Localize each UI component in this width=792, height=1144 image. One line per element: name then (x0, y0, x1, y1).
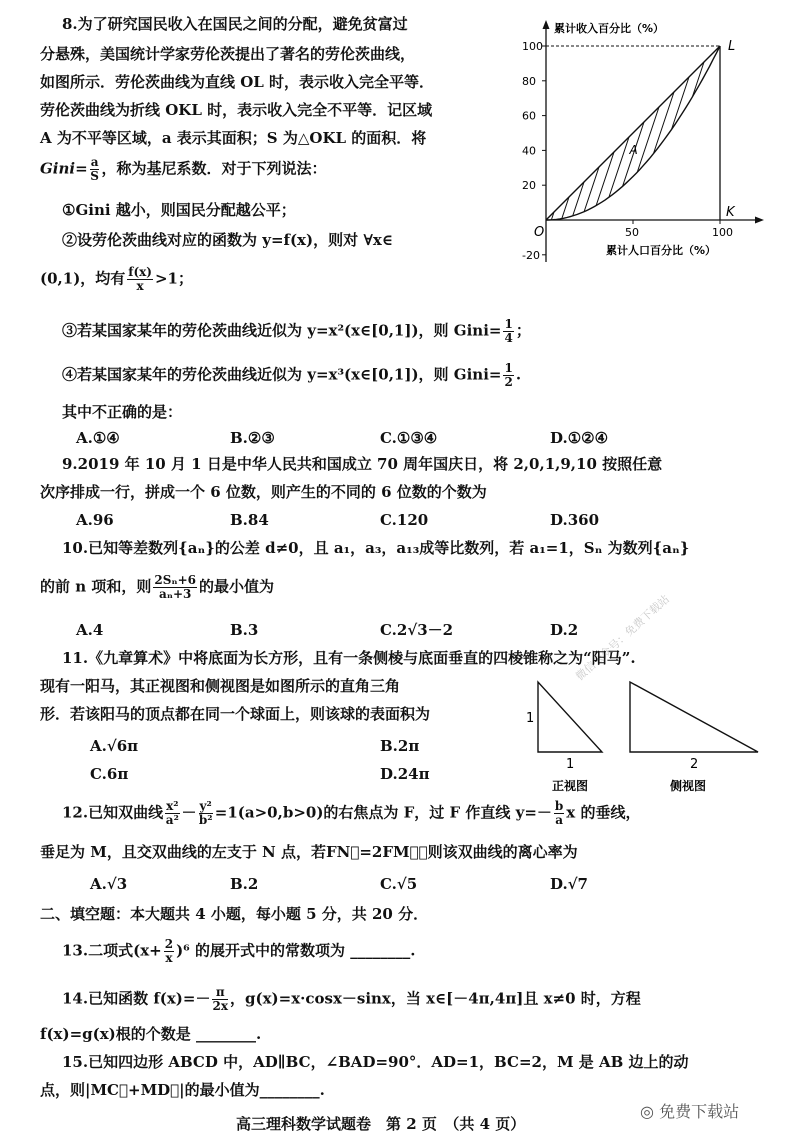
y-tick-label: 20 (522, 179, 536, 193)
q8-statement-2b: (0,1)，均有 $\frac{f(x)}{x}$ >1； (40, 265, 193, 293)
hatch-line (688, 20, 758, 230)
hatch-line (678, 20, 748, 230)
q12-option-b: B.2 (230, 875, 259, 893)
q9-option-c: C.120 (380, 511, 429, 529)
q11-line-1: 11.《九章算术》中将底面为长方形，且有一条侧棱与底面垂直的四棱锥称之为“阳马”. (62, 649, 636, 667)
q12-option-c: C.√5 (380, 875, 418, 893)
watermark-diagonal: 微信公众号：免费下载站 (573, 592, 672, 684)
q9-line-1: 9.2019 年 10 月 1 日是中华人民共和国成立 70 周年国庆日，将 2,0,1,9,10 按照任意 (62, 455, 663, 473)
q8-line-1: 8.为了研究国民收入在国民之间的分配，避免贫富过 (62, 15, 408, 33)
q15-line-2: 点，则|MC⃗+MD⃗|的最小值为________. (40, 1081, 325, 1099)
q12-line-2: 垂足为 M，且交双曲线的左支于 N 点，若FN⃗=2FM⃗，则该双曲线的离心率为 (40, 843, 578, 861)
q10-option-b: B.3 (230, 621, 259, 639)
hatch-line (588, 20, 658, 230)
page-footer: 高三理科数学试题卷 第 2 页 （共 4 页） (236, 1115, 526, 1133)
q8-statement-3: ③若某国家某年的劳伦茨曲线近似为 y=x²(x∈[0,1])，则 Gini= $\frac{1}{4}$ ； (62, 317, 531, 345)
q12-line-1: 12.已知双曲线 $\frac{\text{x²}}{\text{a²}}$ － $\frac{\text{y²}}{\text{b²}}$ =1(a>0,b>0)的右焦点为 F，过 F 作直线 y=－ $\frac{b}{a}$ x 的垂线， (62, 799, 641, 827)
hatch-line (628, 20, 698, 230)
q11-line-2: 现有一阳马，其正视图和侧视图是如图所示的直角三角 (40, 677, 401, 695)
y-axis-label: 累计收入百分比（%） (554, 22, 665, 35)
q15-line-1: 15.已知四边形 ABCD 中，AD∥BC，∠BAD=90°．AD=1，BC=2，M 是 AB 边上的动 (62, 1053, 689, 1071)
q8-statement-1: ①Gini 越小，则国民分配越公平； (62, 201, 296, 219)
three-view-figure (524, 672, 774, 796)
hatch-line (748, 20, 770, 230)
q8-gini-def: Gini= $\frac{a}{S}$ ，称为基尼系数．对于下列说法： (40, 155, 327, 183)
q9-line-2: 次序排成一行，拼成一个 6 位数，则产生的不同的 6 位数的个数为 (40, 483, 487, 501)
q8-option-d: D.①②④ (550, 429, 609, 447)
hatch-line (558, 20, 628, 230)
hatch-line (578, 20, 648, 230)
q10-line-1: 10.已知等差数列{aₙ}的公差 d≠0，且 a₁，a₃，a₁₃成等比数列，若 a₁=1，Sₙ 为数列{aₙ} (62, 539, 690, 557)
q10-line-2: 的前 n 项和，则 $\frac{\text{2Sₙ+6}}{\text{aₙ+3}}$ 的最小值为 (40, 573, 275, 601)
front-view-height-label: 1 (526, 711, 535, 726)
q8-option-c: C.①③④ (380, 429, 438, 447)
watermark-corner: ◎ 免费下载站 (640, 1102, 740, 1121)
q10-option-d: D.2 (550, 621, 579, 639)
x-axis-label: 累计人口百分比（%） (606, 244, 717, 257)
side-view-base-label: 2 (690, 757, 699, 772)
q8-statement-4: ④若某国家某年的劳伦茨曲线近似为 y=x³(x∈[0,1])，则 Gini= $\frac{1}{2}$ . (62, 361, 522, 389)
q11-option-b: B.2π (380, 737, 420, 755)
q11-option-a: A.√6π (90, 737, 139, 755)
x-axis-arrow (755, 217, 764, 224)
hatch-line (638, 20, 708, 230)
q14-line-1: 14.已知函数 f(x)=－ $\frac{\pi}{2x}$ ，g(x)=x·cosx－sinx，当 x∈[－4π,4π]且 x≠0 时，方程 (62, 985, 641, 1013)
section-2-heading: 二、填空题：本大题共 4 小题，每小题 5 分，共 20 分． (40, 905, 429, 923)
lorenz-chart (508, 18, 770, 270)
hatch-line (568, 20, 638, 230)
q14-line-2: f(x)=g(x)根的个数是 ________. (40, 1025, 262, 1043)
point-label-k: K (726, 205, 735, 220)
y-tick-label: 80 (522, 74, 536, 88)
x-tick-label: 100 (712, 226, 733, 239)
front-view-triangle (538, 682, 602, 752)
q8-statement-2a: ②设劳伦茨曲线对应的函数为 y=f(x)，则对 ∀x∈ (62, 231, 393, 249)
q9-option-d: D.360 (550, 511, 600, 529)
hatch-line (538, 20, 608, 230)
q8-line-3: 如图所示．劳伦茨曲线为直线 OL 时，表示收入完全平等． (40, 73, 435, 91)
q9-option-b: B.84 (230, 511, 269, 529)
side-view-caption: 侧视图 (670, 779, 707, 793)
q10-option-c: C.2√3－2 (380, 621, 454, 639)
y-axis-arrow (543, 20, 550, 29)
hatch-line (618, 20, 688, 230)
q8-ask: 其中不正确的是： (62, 403, 183, 421)
hatch-line (738, 20, 770, 230)
hatch-line (608, 20, 678, 230)
front-view-base-label: 1 (566, 757, 575, 772)
q8-option-b: B.②③ (230, 429, 275, 447)
q12-option-a: A.√3 (90, 875, 128, 893)
x-tick-label: 50 (625, 226, 639, 239)
q11-option-c: C.6π (90, 765, 129, 783)
q11-line-3: 形．若该阳马的顶点都在同一个球面上，则该球的表面积为 (40, 705, 431, 723)
point-label-l: L (728, 39, 736, 54)
hatch-line (718, 20, 770, 230)
q8-line-2: 分悬殊，美国统计学家劳伦茨提出了著名的劳伦茨曲线， (40, 45, 416, 63)
y-tick-label: -20 (522, 248, 540, 262)
region-label-a: A (629, 142, 638, 157)
wechat-icon: ◎ (640, 1102, 654, 1121)
front-view-caption: 正视图 (552, 779, 589, 793)
q11-option-d: D.24π (380, 765, 430, 783)
q12-option-d: D.√7 (550, 875, 588, 893)
hatch-line (648, 20, 718, 230)
hatch-line (598, 20, 668, 230)
hatch-line (508, 20, 518, 230)
q9-option-a: A.96 (76, 511, 114, 529)
side-view-triangle (630, 682, 758, 752)
q8-option-a: A.①④ (76, 429, 120, 447)
hatch-line (758, 20, 770, 230)
series-ol (546, 46, 720, 220)
q8-line-4: 劳伦茨曲线为折线 OKL 时，表示收入完全不平等．记区域 (40, 101, 433, 119)
point-label-o: O (534, 225, 545, 240)
q8-line-5: A 为不平等区域，a 表示其面积；S 为△OKL 的面积．将 (40, 129, 427, 147)
q13: 13.二项式(x+ $\frac{2}{x}$ )⁶ 的展开式中的常数项为 ________. (62, 937, 416, 965)
q10-option-a: A.4 (76, 621, 104, 639)
y-tick-label: 40 (522, 144, 536, 158)
y-tick-label: 100 (522, 40, 543, 53)
y-tick-label: 60 (522, 109, 536, 123)
